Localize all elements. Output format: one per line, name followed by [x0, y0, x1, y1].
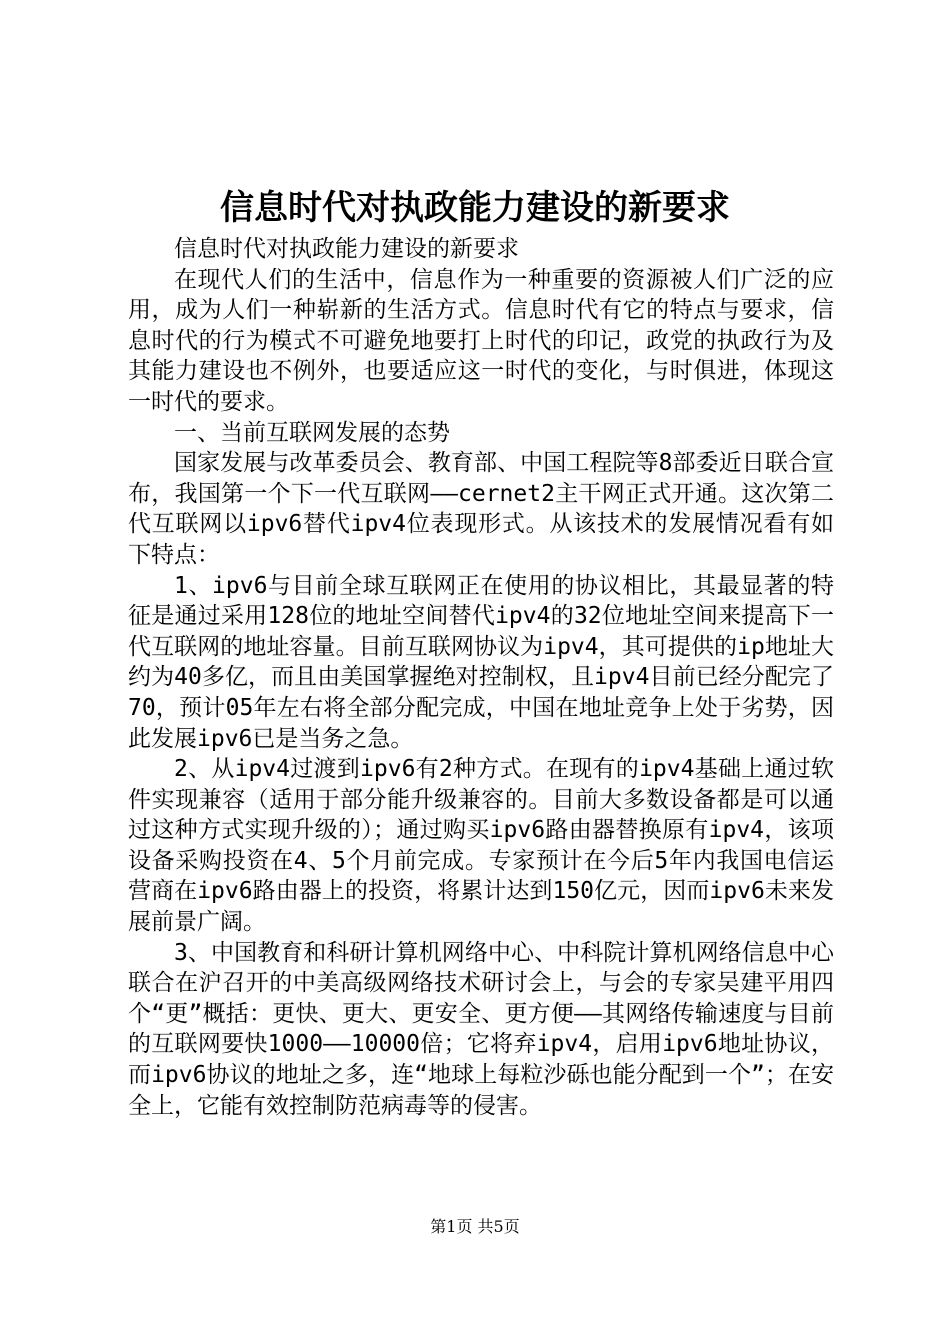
document-title: 信息时代对执政能力建设的新要求: [220, 188, 730, 228]
subtitle-paragraph: 信息时代对执政能力建设的新要求: [174, 236, 519, 262]
document-body: [128, 234, 834, 1121]
body-paragraph: 2、从ipv4过渡到ipv6有2种方式。在现有的ipv4基础上通过软件实现兼容（适用于部分能升级兼容的。目前大多数设备都是可以通过这种方式实现升级的）；通过购买ipv6路由器替换原有ipv4，该项设备采购投资在4、5个月前完成。专家预计在今后5年内我国电信运营商在ipv6路由器上的投资，将累计达到150亿元，因而ipv6未来发展前景广阔。: [128, 756, 834, 936]
body-paragraph: 1、ipv6与目前全球互联网正在使用的协议相比，其最显著的特征是通过采用128位的地址空间替代ipv4的32位地址空间来提高下一代互联网的地址容量。目前互联网协议为ipv4，其可提供的ip地址大约为40多亿，而且由美国掌握绝对控制权，且ipv4目前已经分配完了70，预计05年左右将全部分配完成，中国在地址竞争上处于劣势，因此发展ipv6已是当务之急。: [128, 572, 834, 752]
body-paragraph: 国家发展与改革委员会、教育部、中国工程院等8部委近日联合宣布，我国第一个下一代互联网——cernet2主干网正式开通。这次第二代互联网以ipv6替代ipv4位表现形式。从该技术的发展情况看有如下特点：: [128, 450, 834, 568]
page-footer: 第1页 共5页: [430, 1217, 520, 1236]
intro-paragraph: 在现代人们的生活中，信息作为一种重要的资源被人们广泛的应用，成为人们一种崭新的生活方式。信息时代有它的特点与要求，信息时代的行为模式不可避免地要打上时代的印记，政党的执政行为及其能力建设也不例外，也要适应这一时代的变化，与时俱进，体现这一时代的要求。: [128, 266, 834, 415]
section-heading: 一、当前互联网发展的态势: [174, 419, 450, 446]
body-paragraph: 3、中国教育和科研计算机网络中心、中科院计算机网络信息中心联合在沪召开的中美高级网络技术研讨会上，与会的专家吴建平用四个“更”概括：更快、更大、更安全、更方便——其网络传输速度与目前的互联网要快1000——10000倍；它将弃ipv4，启用ipv6地址协议，而ipv6协议的地址之多，连“地球上每粒沙砾也能分配到一个”；在安全上，它能有效控制防范病毒等的侵害。: [128, 939, 834, 1119]
